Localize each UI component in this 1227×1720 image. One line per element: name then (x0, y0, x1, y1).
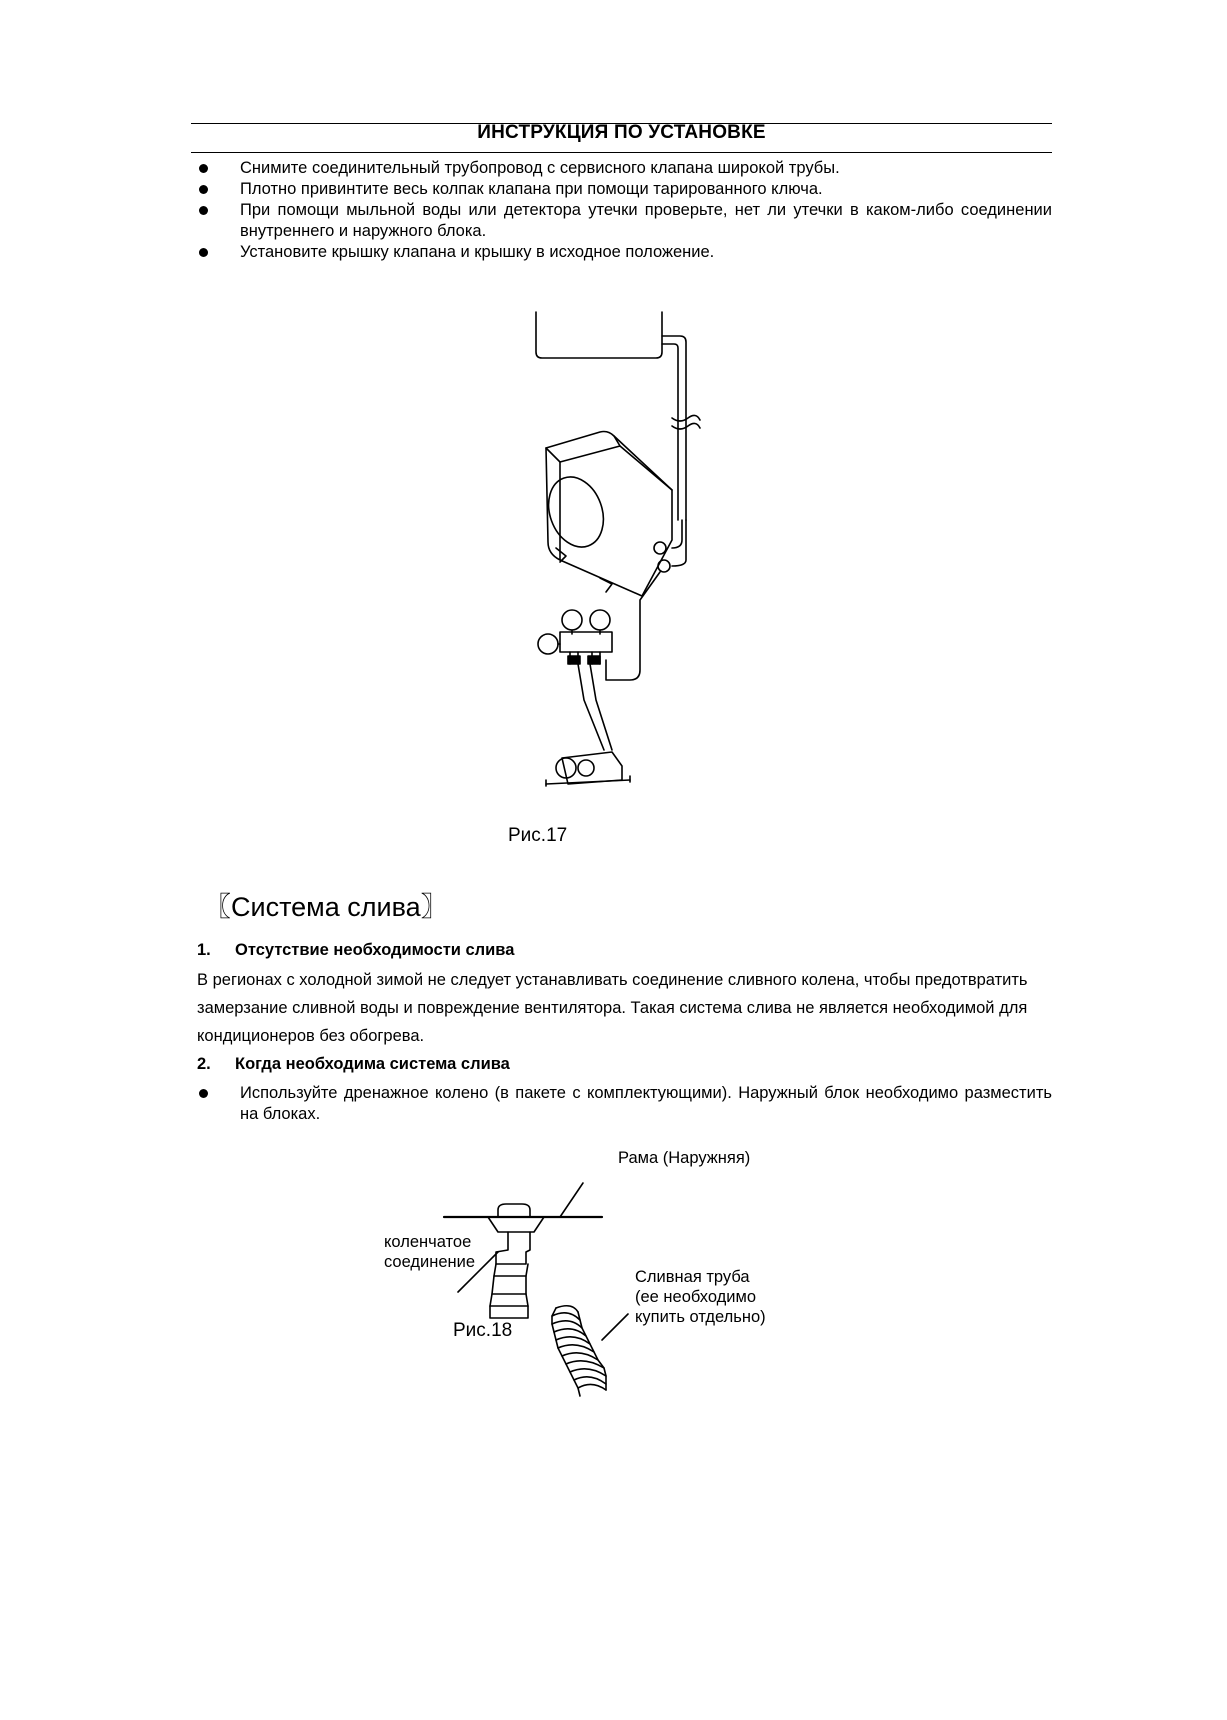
drain-pipe-label-line: Сливная труба (635, 1268, 750, 1286)
list-item-text: При помощи мыльной воды или детектора утечки проверьте, нет ли утечки в каком-либо соединении внутреннего и наружного блока. (240, 201, 1052, 240)
item2-heading-text: Когда необходима система слива (235, 1055, 510, 1073)
drain-pipe-label-line: купить отдельно) (635, 1308, 766, 1326)
item1-number: 1. (197, 941, 211, 959)
figure17-caption: Рис.17 (508, 825, 568, 846)
drain-pipe-label-line: (ее необходимо (635, 1288, 757, 1306)
elbow-label-line: соединение (384, 1253, 476, 1271)
item1-heading-text: Отсутствие необходимости слива (235, 941, 515, 959)
list-item-text: Используйте дренажное колено (в пакете с комплектующими). Наружный блок необходимо разместить на блоках. (240, 1084, 1052, 1123)
list-item-text: Плотно привинтите весь колпак клапана при помощи тарированного ключа. (240, 180, 823, 198)
list-item-text: Снимите соединительный трубопровод с сервисного клапана широкой трубы. (240, 159, 840, 177)
elbow-label (384, 1232, 475, 1272)
frame-label: Рама (Наружняя) (618, 1149, 751, 1167)
page-title: ИНСТРУКЦИЯ ПО УСТАНОВКЕ (477, 122, 766, 143)
item1-paragraph: В регионах с холодной зимой не следует устанавливать соединение сливного колена, чтобы предотвратить замерзание сливной воды и повреждение вентилятора. Такая система слива не является необходимой для кондиционеров без обогрева. (197, 971, 1028, 1045)
list-item-text: Установите крышку клапана и крышку в исходное положение. (240, 243, 715, 261)
figure18-caption: Рис.18 (453, 1320, 513, 1341)
elbow-label-line: коленчатое (384, 1233, 472, 1251)
item2-number: 2. (197, 1055, 211, 1073)
section-title: 〖Система слива〗 (204, 892, 448, 922)
drain-pipe-label (635, 1267, 766, 1327)
